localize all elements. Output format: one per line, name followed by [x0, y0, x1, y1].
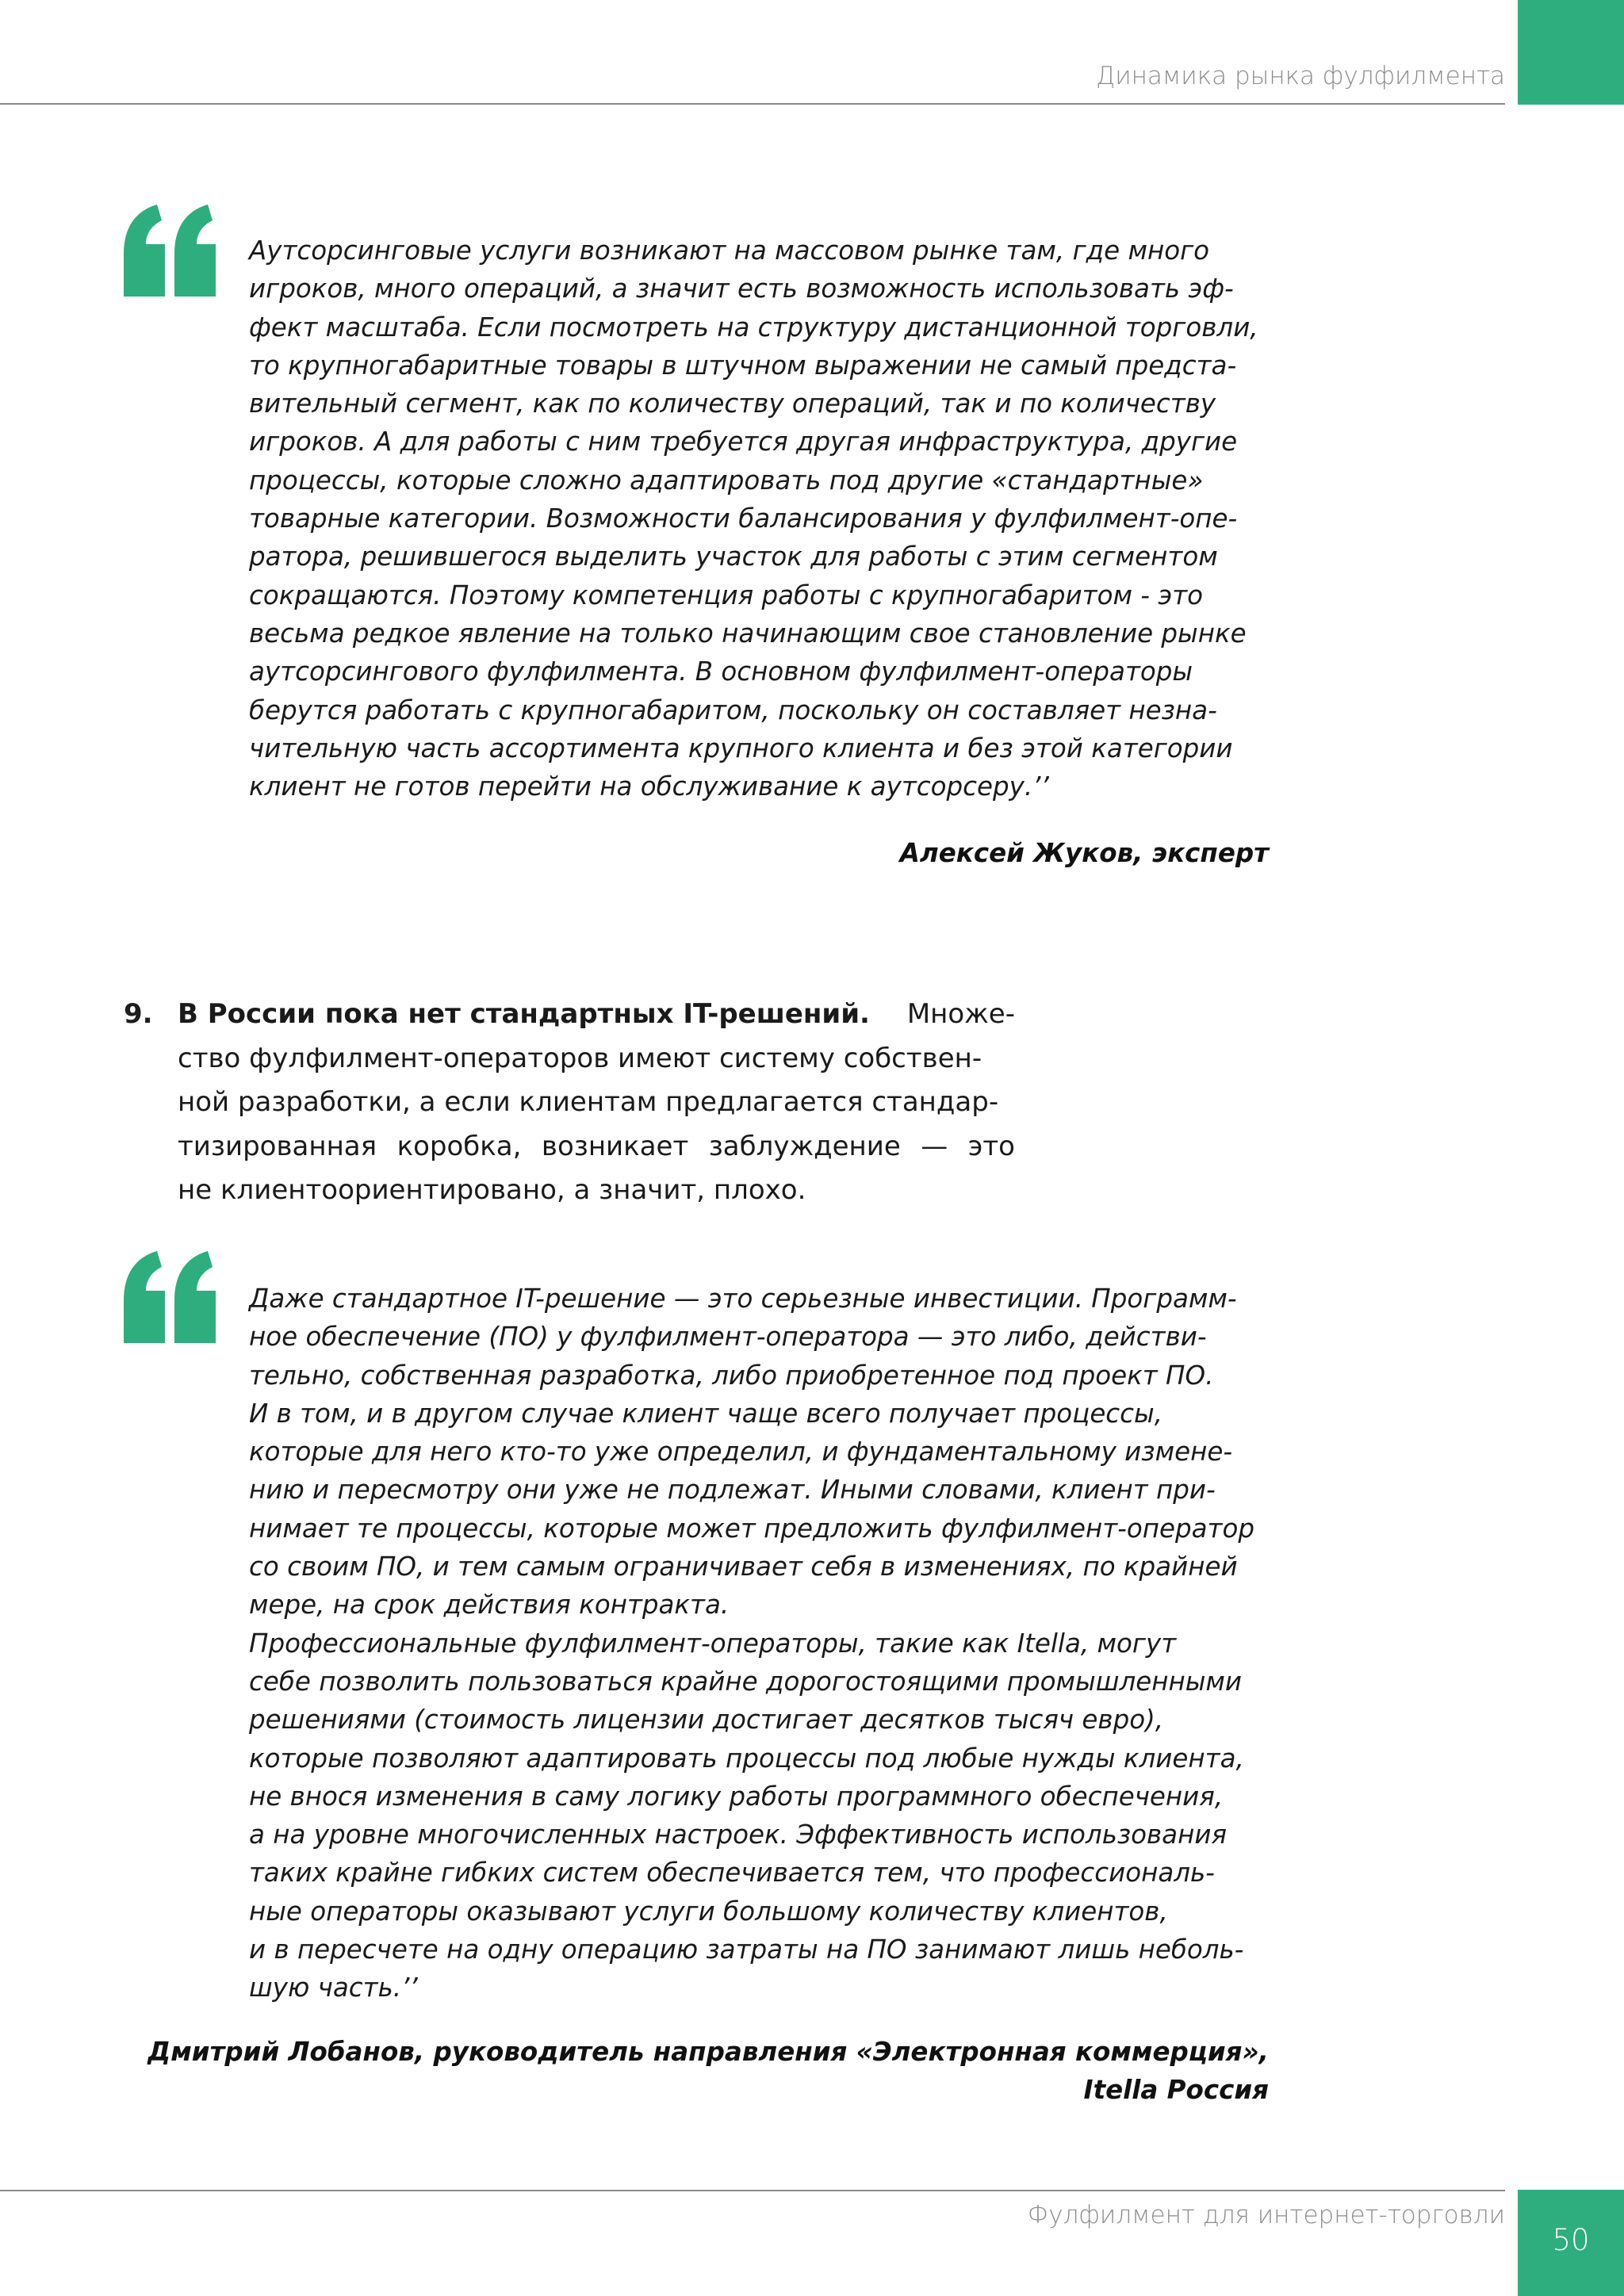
quote-author-line: Дмитрий Лобанов, руководитель направления «Электронная коммерция», — [147, 2037, 1269, 2067]
quote-line: сокращаются. Поэтому компетенция работы с крупногабаритом - это — [249, 580, 1204, 610]
quote-line: Даже стандартное IT-решение — это серьезные инвестиции. Программ- — [249, 1284, 1237, 1314]
quote-text-2 — [249, 1280, 1280, 2007]
list-item-line — [178, 993, 1015, 1037]
footer-divider — [0, 2190, 1505, 2191]
word: коробка, — [396, 1130, 522, 1162]
list-item-line: ство фулфилмент-операторов имеют систему собствен- — [178, 1042, 982, 1074]
quote-author-2 — [147, 2033, 1269, 2109]
list-item-text — [178, 993, 1015, 1213]
word: возникает — [541, 1130, 689, 1162]
word: это — [967, 1130, 1015, 1162]
quote-line: и в пересчете на одну операцию затраты на ПО занимают лишь неболь- — [249, 1934, 1244, 1965]
quote-author-line: Itella Россия — [1083, 2075, 1269, 2105]
quote-line: себе позволить пользоваться крайне дорогостоящими промышленными — [249, 1666, 1243, 1697]
running-footer-title: Фулфилмент для интернет-торговли — [1027, 2201, 1505, 2229]
page-number: 50 — [1552, 2223, 1590, 2257]
quote-line: чительную часть ассортимента крупного клиента и без этой категории — [249, 733, 1233, 763]
quote-line: Профессиональные фулфилмент-операторы, такие как Itella, могут — [249, 1628, 1177, 1659]
quote-line: фект масштаба. Если посмотреть на структуру дистанционной торговли, — [249, 312, 1258, 342]
quote-line: игроков, много операций, а значит есть возможность использовать эф- — [249, 274, 1234, 304]
word: заблуждение — [708, 1130, 901, 1162]
quote-line: Аутсорсинговые услуги возникают на массовом рынке там, где много — [249, 235, 1210, 266]
list-item-line: не клиентоориентировано, а значит, плохо. — [178, 1174, 806, 1207]
quote-block-1 — [121, 205, 1269, 878]
quote-author-1 — [900, 834, 1269, 872]
quote-line: клиент не готов перейти на обслуживание к аутсорсеру.’’ — [249, 771, 1049, 802]
header-divider — [0, 103, 1505, 105]
quote-line: то крупногабаритные товары в штучном выражении не самый предста- — [249, 350, 1237, 381]
quote-line: процессы, которые сложно адаптировать под другие «стандартные» — [249, 465, 1204, 496]
word: — — [921, 1130, 948, 1162]
quote-line: ные операторы оказывают услуги большому количеству клиентов, — [249, 1896, 1168, 1927]
quote-line: которые позволяют адаптировать процессы под любые нужды клиента, — [249, 1743, 1244, 1774]
header-accent-tab — [1518, 0, 1624, 105]
quote-author-name: Алексей Жуков, эксперт — [899, 838, 1269, 868]
quote-line: И в том, и в другом случае клиент чаще всего получает процессы, — [249, 1398, 1163, 1429]
quote-line: шую часть.’’ — [249, 1973, 418, 2003]
quote-line: ратора, решившегося выделить участок для работы с этим сегментом — [249, 541, 1218, 572]
quote-line: таких крайне гибких систем обеспечивается тем, что профессиональ- — [249, 1858, 1215, 1888]
quote-line: решениями (стоимость лицензии достигает десятков тысяч евро), — [249, 1705, 1164, 1735]
list-item-line-rest: Множе- — [906, 998, 1015, 1030]
quote-line: игроков. А для работы с ним требуется другая инфраструктура, другие — [249, 427, 1238, 457]
quote-line: со своим ПО, и тем самым ограничивает себя в изменениях, по крайней — [249, 1552, 1238, 1582]
quote-line: тельно, собственная разработка, либо приобретенное под проект ПО. — [249, 1360, 1214, 1391]
quote-mark-icon — [121, 205, 219, 297]
quote-line: ное обеспечение (ПО) у фулфилмент-оператора — это либо, действи- — [249, 1322, 1207, 1353]
quote-line: не внося изменения в саму логику работы программного обеспечения, — [249, 1781, 1224, 1812]
quote-line: мере, на срок действия контракта. — [249, 1590, 730, 1621]
quote-line: нию и пересмотру они уже не подлежат. Иными словами, клиент при- — [249, 1475, 1216, 1506]
quote-line: нимает те процессы, которые может предложить фулфилмент-оператор — [249, 1513, 1254, 1544]
running-header-title: Динамика рынка фулфилмента — [1096, 62, 1505, 90]
quote-line: а на уровне многочисленных настроек. Эффективность использования — [249, 1820, 1228, 1850]
quote-line: весьма редкое явление на только начинающим свое становление рынке — [249, 618, 1247, 649]
word: тизированная — [178, 1130, 377, 1162]
list-item-number: 9. — [124, 998, 153, 1030]
quote-line: вительный сегмент, как по количеству операций, так и по количеству — [249, 388, 1216, 419]
quote-text-1 — [249, 232, 1280, 806]
quote-mark-icon — [121, 1251, 219, 1343]
list-item-line — [178, 1125, 1015, 1169]
quote-block-2 — [121, 1251, 1269, 2123]
list-item-lead: В России пока нет стандартных IT-решений. — [178, 998, 870, 1030]
quote-line: которые для него кто-то уже определил, и фундаментальному измене- — [249, 1437, 1233, 1468]
list-item-line: ной разработки, а если клиентам предлагается стандар- — [178, 1086, 999, 1119]
quote-line: товарные категории. Возможности балансирования у фулфилмент-опе- — [249, 503, 1238, 534]
quote-line: берутся работать с крупногабаритом, поскольку он составляет незна- — [249, 695, 1217, 725]
quote-line: аутсорсингового фулфилмента. В основном фулфилмент-операторы — [249, 656, 1193, 687]
